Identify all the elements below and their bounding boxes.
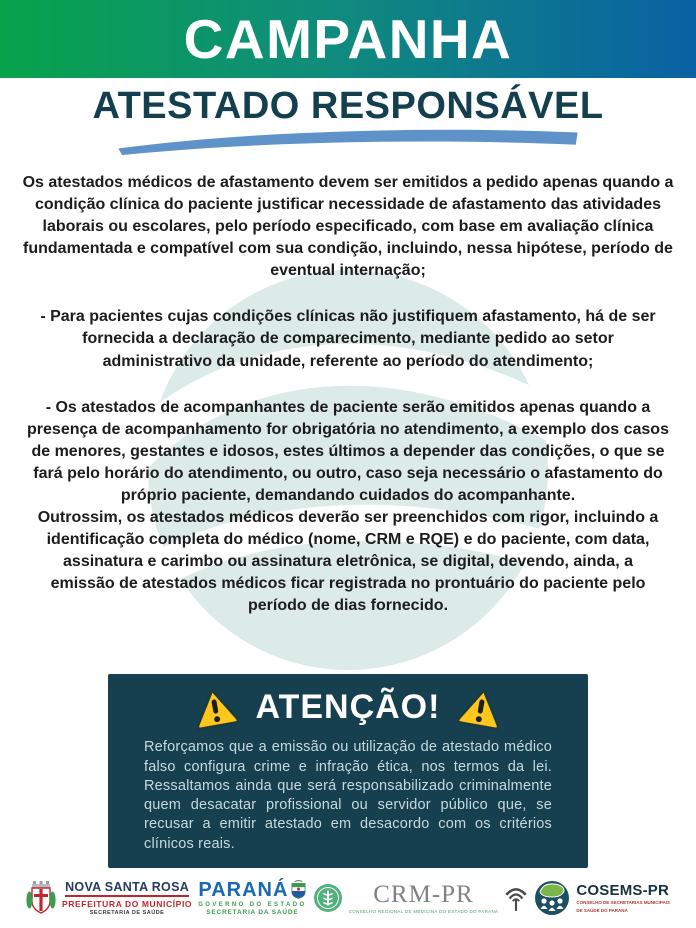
logo-parana-caption: SECRETARIA DA SAÚDE (206, 909, 299, 916)
logo-nova-santa-rosa (26, 879, 192, 917)
asclepius-staff-icon (313, 883, 343, 913)
people-globe-icon (534, 880, 570, 916)
state-crest-icon (291, 880, 306, 900)
logo-nsr-caption: SECRETARIA DE SAÚDE (89, 910, 165, 916)
logo-nsr-subtitle: PREFEITURA DO MUNICÍPIO (62, 899, 193, 909)
logo-parana (198, 880, 306, 916)
logo-cosems-title: COSEMS-PR (576, 881, 670, 899)
logo-cosems-pr (534, 880, 670, 916)
logo-parana-title: PARANÁ (198, 879, 289, 901)
subheader (0, 78, 696, 160)
footer-logos (0, 868, 696, 928)
paragraph-2: - Para pacientes cujas condições clínicas não justifiquem afastamento, há de ser fornecida a declaração de comparecimento, mediante pedido ao setor administrativo da unidade, referente ao período do atendimento; (40, 308, 656, 370)
header-band (0, 0, 696, 78)
warning-triangle-icon (188, 683, 241, 732)
paragraph-1: Os atestados médicos de afastamento devem ser emitidos a pedido apenas quando a condição clínica do paciente justificar necessidade de afastamento das atividades laborais ou escolares, pelo período especificado, com base em avaliação clínica fundamentada e compatível com sua condição, incluindo, nessa hipótese, período de eventual internação; (22, 174, 674, 280)
logo-cosems-caption-1: CONSELHO DE SECRETARIAS MUNICIPAIS (576, 899, 670, 905)
body-content (0, 160, 696, 670)
araucaria-tree-icon (504, 884, 528, 912)
swoosh-underline (0, 124, 696, 156)
logo-crm-pr (313, 882, 529, 914)
logo-cosems-caption-2: DE SAÚDE DO PARANÁ (576, 907, 628, 913)
paragraph-4: Outrossim, os atestados médicos deverão ser preenchidos com rigor, incluindo a identificação completa do médico (nome, CRM e RQE) e do paciente, com data, assinatura e carimbo ou assinatura eletrônica, se digital, devendo, ainda, a emissão de atestados médicos ficar registrada no prontuário do paciente pelo período de dias fornecido. (37, 509, 659, 615)
logo-crm-title: CRM-PR (373, 881, 474, 908)
attention-title-row (144, 686, 552, 728)
logo-crm-caption: CONSELHO REGIONAL DE MEDICINA DO ESTADO DO PARANÁ (348, 909, 499, 914)
brush-stroke-icon (102, 124, 594, 156)
warning-triangle-icon (455, 683, 508, 732)
attention-box (108, 674, 588, 868)
logo-nsr-title: NOVA SANTA ROSA (65, 880, 189, 897)
attention-body: Reforçamos que a emissão ou utilização de atestado médico falso configura crime e infração ética, nos termos da lei. Ressaltamos ainda que será responsabilizado criminalmente quem desacatar profissional ou servidor público que, se recusar a emitir atestado em desacordo com os critérios clínicos reais. (144, 739, 552, 852)
campaign-title: CAMPANHA (183, 8, 513, 70)
logo-parana-subtitle: GOVERNO DO ESTADO (198, 902, 307, 908)
municipal-crest-icon (26, 879, 56, 917)
poster-subtitle: ATESTADO RESPONSÁVEL (92, 85, 604, 127)
paragraph-3: - Os atestados de acompanhantes de paciente serão emitidos apenas quando a presença de acompanhamento for obrigatória no atendimento, a exemplo dos casos de menores, gestantes e idosos, estes últimos a depender das condições, o que se fará pelo horário do atendimento, ou outro, caso seja necessário o afastamento do próprio paciente, demandando cuidados do acompanhante. (27, 398, 669, 504)
attention-title: ATENÇÃO! (255, 687, 441, 726)
